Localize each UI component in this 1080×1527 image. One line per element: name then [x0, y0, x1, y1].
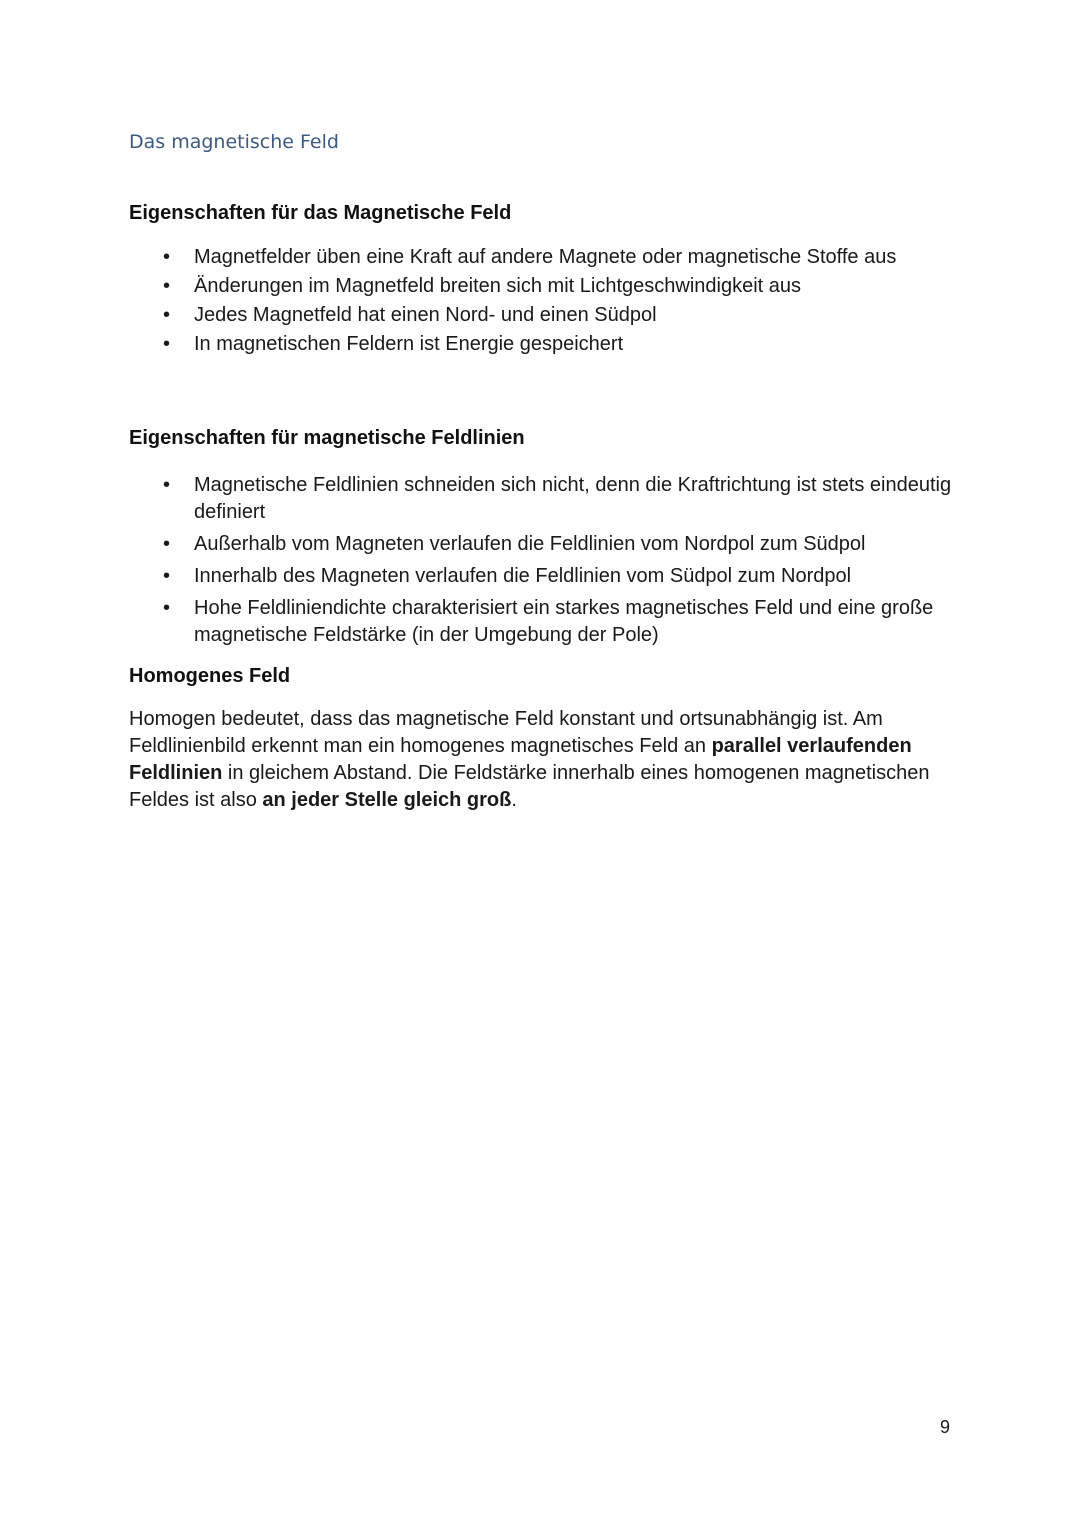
list-item: • In magnetischen Feldern ist Energie gespeichert: [129, 331, 959, 358]
list-item: • Hohe Feldliniendichte charakterisiert ein starkes magnetisches Feld und eine große magnetische Feldstärke (in der Umgebung der Pole): [163, 597, 934, 646]
list-item: • Magnetische Feldlinien schneiden sich nicht, denn die Kraftrichtung ist stets eindeutig definiert: [163, 474, 952, 523]
paragraph-homogeneous-field: Homogen bedeutet, dass das magnetische Feld konstant und ortsunabhängig ist. Am Feldlinienbild erkennt man ein homogenes magnetisches Feld an parallel verlaufenden Feldlinien in gleichem Abstand. Die Feldstärke innerhalb eines homogenen magnetischen Feldes ist also an jeder Stelle gleich groß.: [129, 708, 930, 811]
bullet-list-field-lines: [129, 472, 959, 654]
page-number: 9: [940, 1417, 951, 1437]
bullet-icon: •: [163, 474, 171, 496]
list-item: • Magnetfelder üben eine Kraft auf andere Magnete oder magnetische Stoffe aus: [129, 244, 959, 271]
list-item: • Jedes Magnetfeld hat einen Nord- und einen Südpol: [129, 302, 959, 329]
section-heading-homogeneous-field: Homogenes Feld: [129, 665, 291, 687]
list-item: • Außerhalb vom Magneten verlaufen die Feldlinien vom Nordpol zum Südpol: [129, 531, 959, 558]
list-item: • Innerhalb des Magneten verlaufen die Feldlinien vom Südpol zum Nordpol: [129, 563, 959, 590]
bullet-list-field-properties: [129, 244, 959, 360]
list-item: • Änderungen im Magnetfeld breiten sich mit Lichtgeschwindigkeit aus: [129, 273, 959, 300]
bullet-icon: •: [163, 597, 171, 619]
bullet-icon: •: [163, 275, 171, 297]
section-heading-field-lines: Eigenschaften für magnetische Feldlinien: [129, 427, 525, 449]
page-title: Das magnetische Feld: [129, 131, 339, 153]
bullet-icon: •: [163, 533, 171, 555]
bullet-icon: •: [163, 565, 171, 587]
bullet-icon: •: [163, 246, 171, 268]
bullet-icon: •: [163, 333, 171, 355]
section-heading-field-properties: Eigenschaften für das Magnetische Feld: [129, 202, 512, 224]
bullet-icon: •: [163, 304, 171, 326]
